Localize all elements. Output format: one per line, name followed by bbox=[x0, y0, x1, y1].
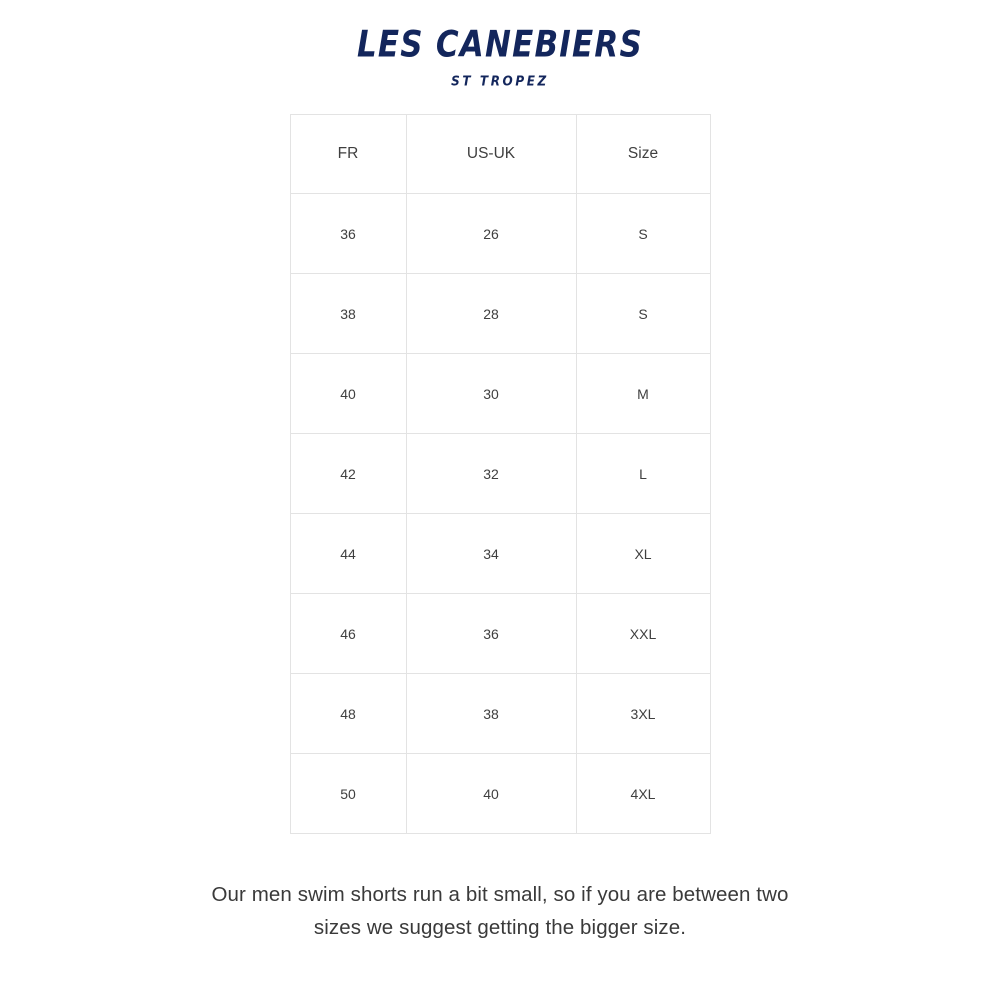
table-row bbox=[290, 594, 710, 674]
cell-usuk: 26 bbox=[406, 194, 576, 274]
cell-usuk: 30 bbox=[406, 354, 576, 434]
cell-usuk: 32 bbox=[406, 434, 576, 514]
cell-fr: 38 bbox=[290, 274, 406, 354]
cell-fr: 48 bbox=[290, 674, 406, 754]
table-row bbox=[290, 514, 710, 594]
table-header-row bbox=[290, 115, 710, 194]
cell-size: S bbox=[576, 194, 710, 274]
column-header-usuk: US-UK bbox=[406, 115, 576, 194]
table-row bbox=[290, 434, 710, 514]
cell-fr: 44 bbox=[290, 514, 406, 594]
cell-usuk: 40 bbox=[406, 754, 576, 834]
column-header-size: Size bbox=[576, 115, 710, 194]
cell-fr: 46 bbox=[290, 594, 406, 674]
brand-tagline: ST TROPEZ bbox=[451, 73, 549, 89]
cell-size: S bbox=[576, 274, 710, 354]
table-body bbox=[290, 194, 710, 834]
cell-usuk: 28 bbox=[406, 274, 576, 354]
cell-usuk: 36 bbox=[406, 594, 576, 674]
table-row bbox=[290, 754, 710, 834]
cell-usuk: 38 bbox=[406, 674, 576, 754]
table-row bbox=[290, 274, 710, 354]
brand-logo bbox=[356, 23, 644, 89]
table-row bbox=[290, 194, 710, 274]
cell-size: 3XL bbox=[576, 674, 710, 754]
cell-fr: 50 bbox=[290, 754, 406, 834]
cell-fr: 40 bbox=[290, 354, 406, 434]
table-row bbox=[290, 674, 710, 754]
column-header-fr: FR bbox=[290, 115, 406, 194]
sizing-note: Our men swim shorts run a bit small, so if you are between two sizes we suggest getting the bigger size. bbox=[211, 883, 789, 940]
cell-size: 4XL bbox=[576, 754, 710, 834]
cell-size: L bbox=[576, 434, 710, 514]
cell-fr: 36 bbox=[290, 194, 406, 274]
cell-usuk: 34 bbox=[406, 514, 576, 594]
cell-fr: 42 bbox=[290, 434, 406, 514]
cell-size: XXL bbox=[576, 594, 710, 674]
cell-size: XL bbox=[576, 514, 710, 594]
size-chart-table bbox=[290, 114, 711, 834]
brand-name: LES CANEBIERS bbox=[356, 23, 644, 67]
table-row bbox=[290, 354, 710, 434]
cell-size: M bbox=[576, 354, 710, 434]
